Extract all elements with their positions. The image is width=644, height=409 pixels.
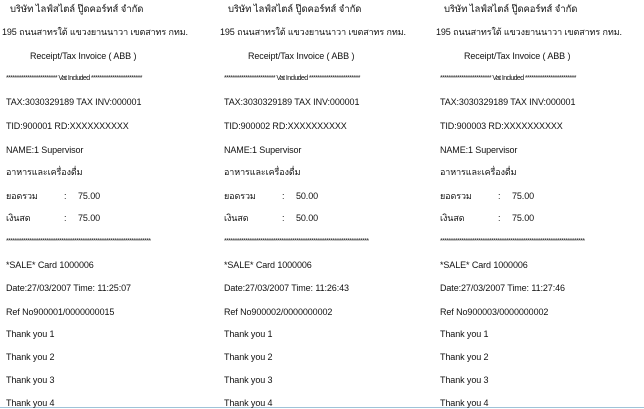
document-title: Receipt/Tax Invoice ( ABB ) [30,51,137,61]
cash-colon: : [498,213,501,223]
ref-line: Ref No900002/0000000002 [224,307,333,317]
thank-you-line: Thank you 3 [440,375,489,385]
thank-you-line: Thank you 1 [440,329,489,339]
thank-you-line: Thank you 4 [440,398,489,408]
tax-line: TAX:3030329189 TAX INV:000001 [224,97,360,107]
category-line: อาหารและเครื่องดื่ม [6,167,83,177]
thank-you-line: Thank you 2 [224,352,273,362]
datetime-line: Date:27/03/2007 Time: 11:27:46 [440,283,565,293]
name-line: NAME:1 Supervisor [6,145,84,155]
cash-row [224,212,318,224]
total-colon: : [282,191,285,201]
tid-line: TID:900003 RD:XXXXXXXXXX [440,121,563,131]
thank-you-line: Thank you 2 [6,352,55,362]
total-value: 75.00 [78,191,101,201]
cash-colon: : [282,213,285,223]
name-line: NAME:1 Supervisor [440,145,518,155]
sale-line: *SALE* Card 1000006 [440,260,528,270]
thank-you-line: Thank you 4 [224,398,273,408]
receipt-2 [220,0,438,408]
receipt-3 [436,0,644,408]
company-address: 195 ถนนสาทรใต้ แขวงยานนาวา เขตสาทร กทม. [220,27,406,37]
datetime-line: Date:27/03/2007 Time: 11:26:43 [224,283,349,293]
thank-you-line: Thank you 3 [224,375,273,385]
category-line: อาหารและเครื่องดื่ม [440,167,517,177]
separator-line: ******************************************************************** [440,238,585,245]
document-title: Receipt/Tax Invoice ( ABB ) [464,51,571,61]
total-value: 50.00 [296,191,319,201]
thank-you-line: Thank you 4 [6,398,55,408]
thank-you-line: Thank you 1 [224,329,273,339]
ref-line: Ref No900003/0000000002 [440,307,549,317]
cash-value: 50.00 [296,213,319,223]
tid-line: TID:900002 RD:XXXXXXXXXX [224,121,347,131]
sale-line: *SALE* Card 1000006 [6,260,94,270]
total-colon: : [64,191,67,201]
cash-value: 75.00 [512,213,535,223]
ref-line: Ref No900001/0000000015 [6,307,115,317]
total-label: ยอดรวม [224,191,256,201]
cash-row [6,212,100,224]
thank-you-line: Thank you 1 [6,329,55,339]
sale-line: *SALE* Card 1000006 [224,260,312,270]
datetime-line: Date:27/03/2007 Time: 11:25:07 [6,283,131,293]
cash-value: 75.00 [78,213,101,223]
cash-colon: : [64,213,67,223]
thank-you-line: Thank you 3 [6,375,55,385]
thank-you-line: Thank you 2 [440,352,489,362]
separator-line: ******************************************************************** [224,238,369,245]
total-row [440,190,534,202]
document-title: Receipt/Tax Invoice ( ABB ) [248,51,355,61]
vat-included-line: ************************ Vat Included ************************ [224,75,360,82]
vat-included-line: ************************ Vat Included ************************ [6,75,142,82]
separator-line: ******************************************************************** [6,238,151,245]
category-line: อาหารและเครื่องดื่ม [224,167,301,177]
cash-label: เงินสด [6,213,31,223]
total-label: ยอดรวม [440,191,472,201]
company-address: 195 ถนนสาทรใต้ แขวงยานนาวา เขตสาทร กทม. [436,27,622,37]
cash-label: เงินสด [224,213,249,223]
company-name: บริษัท ไลฟ์สไตล์ ปู๊ดคอร์ทส์ จำกัด [10,4,144,15]
total-row [6,190,100,202]
tid-line: TID:900001 RD:XXXXXXXXXX [6,121,129,131]
company-address: 195 ถนนสาทรใต้ แขวงยานนาวา เขตสาทร กทม. [2,27,188,37]
cash-label: เงินสด [440,213,465,223]
total-value: 75.00 [512,191,535,201]
total-label: ยอดรวม [6,191,38,201]
company-name: บริษัท ไลฟ์สไตล์ ปู๊ดคอร์ทส์ จำกัด [228,4,362,15]
receipt-1 [2,0,220,408]
total-row [224,190,318,202]
company-name: บริษัท ไลฟ์สไตล์ ปู๊ดคอร์ทส์ จำกัด [444,4,578,15]
tax-line: TAX:3030329189 TAX INV:000001 [6,97,142,107]
name-line: NAME:1 Supervisor [224,145,302,155]
vat-included-line: ************************ Vat Included ************************ [440,75,576,82]
tax-line: TAX:3030329189 TAX INV:000001 [440,97,576,107]
cash-row [440,212,534,224]
total-colon: : [498,191,501,201]
